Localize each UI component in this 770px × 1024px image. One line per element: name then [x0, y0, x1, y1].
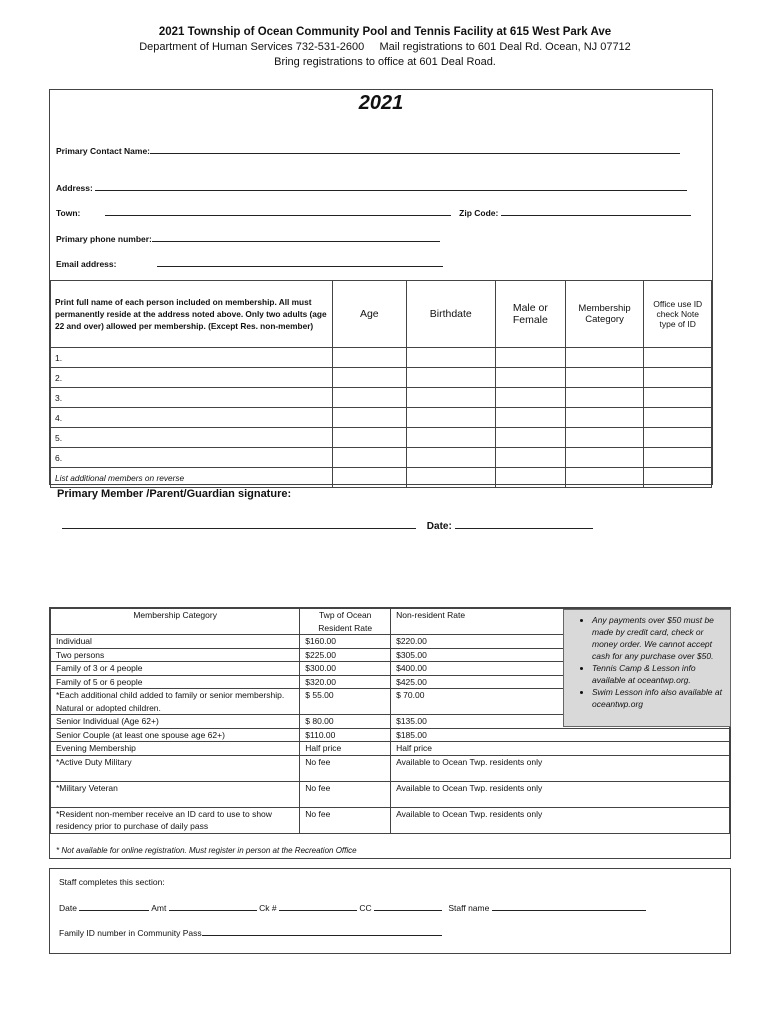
table-row — [51, 348, 712, 368]
primary-contact-row — [56, 145, 680, 156]
town-label: Town: — [56, 208, 81, 218]
rate-resident: $160.00 — [300, 635, 391, 649]
info-item-tennis: • Tennis Camp & Lesson info available at oceantwp.org. — [592, 662, 730, 686]
staff-name-field[interactable] — [492, 902, 646, 911]
table-row — [51, 728, 730, 742]
address-label: Address: — [56, 183, 93, 193]
rate-category: Family of 5 or 6 people — [51, 675, 300, 689]
rate-category: Individual — [51, 635, 300, 649]
members-table — [50, 280, 712, 488]
email-row — [56, 258, 443, 269]
phone-row — [56, 233, 440, 244]
address-field[interactable] — [95, 182, 687, 191]
rate-resident: No fee — [300, 781, 391, 807]
staff-family-id-field[interactable] — [202, 927, 442, 936]
zip-field[interactable] — [501, 207, 691, 216]
rates-header-category: Membership Category — [51, 609, 300, 635]
table-row — [51, 468, 712, 488]
email-label: Email address: — [56, 259, 117, 269]
member-row-number[interactable]: 6. — [51, 448, 333, 468]
staff-cc-label: CC — [359, 903, 372, 913]
rates-footnote: * Not available for online registration. Must register in person at the Recreation Office — [56, 846, 357, 855]
rates-header-nonresident: Non-resident Rate — [391, 609, 730, 635]
rate-resident: $ 80.00 — [300, 715, 391, 729]
rate-resident: Half price — [300, 742, 391, 756]
table-row — [51, 448, 712, 468]
signature-label: Primary Member /Parent/Guardian signature: — [57, 488, 292, 500]
table-row — [51, 742, 730, 756]
header-contact: Department of Human Services 732-531-2600 Mail registrations to 601 Deal Rd. Ocean, NJ 07712 — [139, 41, 631, 53]
signature-date-label: Date: — [426, 521, 452, 532]
rate-nonresident: Available to Ocean Twp. residents only — [391, 781, 730, 807]
town-field[interactable] — [105, 207, 451, 216]
rate-resident: $300.00 — [300, 662, 391, 676]
staff-date-label: Date — [59, 903, 77, 913]
rate-nonresident: $220.00 — [391, 635, 730, 649]
rates-header-resident: Twp of Ocean Resident Rate — [300, 609, 391, 635]
rate-resident: No fee — [300, 807, 391, 833]
info-item-payment: • Any payments over $50 must be made by credit card, check or money order. We cannot accept cash for any purchase over $50. — [592, 614, 730, 662]
rate-resident: $110.00 — [300, 728, 391, 742]
table-row — [51, 807, 730, 833]
staff-amt-field[interactable] — [169, 902, 257, 911]
table-row — [51, 408, 712, 428]
staff-date-field[interactable] — [79, 902, 149, 911]
rate-nonresident: $425.00 — [391, 675, 730, 689]
email-field[interactable] — [157, 258, 443, 267]
rate-category: *Military Veteran — [51, 781, 300, 807]
member-row-number[interactable]: 1. — [51, 348, 333, 368]
rate-resident: $320.00 — [300, 675, 391, 689]
staff-ck-label: Ck # — [259, 903, 277, 913]
registration-form — [49, 89, 713, 485]
staff-family-id-label: Family ID number in Community Pass — [59, 928, 202, 938]
member-row-number[interactable]: 3. — [51, 388, 333, 408]
rate-nonresident: $305.00 — [391, 648, 730, 662]
payment-info-box — [563, 609, 731, 727]
member-row-number[interactable]: 5. — [51, 428, 333, 448]
staff-title: Staff completes this section: — [59, 877, 165, 887]
rate-category: Senior Couple (at least one spouse age 62+) — [51, 728, 300, 742]
members-additional-note: List additional members on reverse — [51, 468, 333, 488]
members-header-birthdate: Birthdate — [406, 281, 496, 348]
staff-payment-row — [59, 902, 646, 913]
phone-label: Primary phone number: — [56, 234, 152, 244]
rate-category: Two persons — [51, 648, 300, 662]
member-row-number[interactable]: 2. — [51, 368, 333, 388]
rate-category: Family of 3 or 4 people — [51, 662, 300, 676]
rate-category: *Resident non-member receive an ID card to use to show residency prior to purchase of daily pass — [51, 807, 300, 833]
rate-resident: $225.00 — [300, 648, 391, 662]
table-row — [51, 388, 712, 408]
staff-cc-field[interactable] — [374, 902, 442, 911]
staff-name-label: Staff name — [448, 903, 490, 913]
primary-contact-label: Primary Contact Name: — [56, 146, 151, 156]
rate-nonresident: $135.00 — [391, 715, 730, 729]
rate-resident: No fee — [300, 755, 391, 781]
rate-nonresident: $400.00 — [391, 662, 730, 676]
phone-field[interactable] — [152, 233, 440, 242]
primary-contact-field[interactable] — [150, 145, 680, 154]
rate-nonresident: Available to Ocean Twp. residents only — [391, 807, 730, 833]
form-year: 2021 — [358, 92, 404, 114]
staff-ck-field[interactable] — [279, 902, 357, 911]
rate-nonresident: Available to Ocean Twp. residents only — [391, 755, 730, 781]
member-row-number[interactable]: 4. — [51, 408, 333, 428]
header-title: 2021 Township of Ocean Community Pool and Tennis Facility at 615 West Park Ave — [158, 26, 612, 38]
members-header-office: Office use ID check Note type of ID — [644, 281, 712, 348]
rate-nonresident: $ 70.00 — [391, 689, 730, 715]
table-row — [51, 428, 712, 448]
staff-section — [49, 868, 731, 954]
members-header-age: Age — [333, 281, 406, 348]
rate-nonresident: Half price — [391, 742, 730, 756]
rate-nonresident: $185.00 — [391, 728, 730, 742]
rate-resident: $ 55.00 — [300, 689, 391, 715]
members-header-gender: Male or Female — [496, 281, 566, 348]
rate-category: *Each additional child added to family or senior membership. Natural or adopted children. — [51, 689, 300, 715]
info-item-swim: • Swim Lesson info also available at oceantwp.org — [592, 686, 730, 710]
rate-category: *Active Duty Military — [51, 755, 300, 781]
signature-field[interactable] — [62, 520, 416, 529]
staff-amt-label: Amt — [151, 903, 167, 913]
signature-row — [62, 520, 593, 532]
signature-date-field[interactable] — [455, 520, 593, 529]
members-header-category: Membership Category — [565, 281, 644, 348]
table-row — [51, 368, 712, 388]
rate-category: Senior Individual (Age 62+) — [51, 715, 300, 729]
rate-category: Evening Membership — [51, 742, 300, 756]
address-row — [56, 182, 687, 193]
header-instructions: Bring registrations to office at 601 Deal Road. — [274, 56, 496, 68]
members-header-name: Print full name of each person included on membership. All must permanently reside at the address noted above. Only two adults (age 22 and over) allowed per membership. (Except Res. non-member) — [51, 281, 333, 348]
staff-family-row — [59, 927, 442, 938]
zip-label: Zip Code: — [459, 208, 499, 218]
table-row — [51, 755, 730, 781]
town-row — [56, 207, 691, 218]
table-row — [51, 781, 730, 807]
